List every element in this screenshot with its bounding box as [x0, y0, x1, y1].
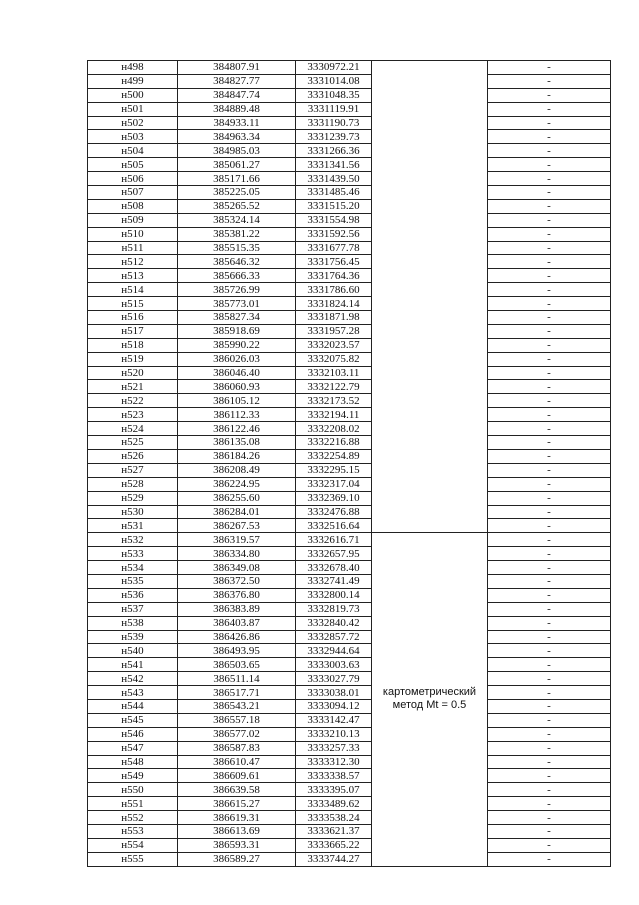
x-coordinate-cell: 385990.22	[178, 338, 296, 352]
table-row	[88, 602, 611, 616]
point-id-cell: н521	[88, 380, 178, 394]
note-cell: -	[488, 630, 611, 644]
x-coordinate-cell: 384889.48	[178, 102, 296, 116]
point-id-cell: н531	[88, 519, 178, 533]
y-coordinate-cell: 3332819.73	[296, 602, 372, 616]
x-coordinate-cell: 385918.69	[178, 324, 296, 338]
note-cell: -	[488, 505, 611, 519]
y-coordinate-cell: 3333257.33	[296, 741, 372, 755]
table-row	[88, 699, 611, 713]
point-id-cell: н553	[88, 824, 178, 838]
y-coordinate-cell: 3332254.89	[296, 449, 372, 463]
y-coordinate-cell: 3333489.62	[296, 797, 372, 811]
note-cell: -	[488, 408, 611, 422]
x-coordinate-cell: 384963.34	[178, 130, 296, 144]
x-coordinate-cell: 386060.93	[178, 380, 296, 394]
point-id-cell: н524	[88, 422, 178, 436]
table-row	[88, 727, 611, 741]
note-cell: -	[488, 172, 611, 186]
y-coordinate-cell: 3332476.88	[296, 505, 372, 519]
table-row	[88, 408, 611, 422]
point-id-cell: н526	[88, 449, 178, 463]
point-id-cell: н503	[88, 130, 178, 144]
table-row	[88, 519, 611, 533]
point-id-cell: н511	[88, 241, 178, 255]
coordinates-table-body	[88, 61, 611, 867]
x-coordinate-cell: 384827.77	[178, 74, 296, 88]
x-coordinate-cell: 386372.50	[178, 574, 296, 588]
y-coordinate-cell: 3333621.37	[296, 824, 372, 838]
y-coordinate-cell: 3331439.50	[296, 172, 372, 186]
x-coordinate-cell: 386613.69	[178, 824, 296, 838]
x-coordinate-cell: 385827.34	[178, 311, 296, 325]
note-cell: -	[488, 686, 611, 700]
table-row	[88, 311, 611, 325]
note-cell: -	[488, 297, 611, 311]
point-id-cell: н534	[88, 561, 178, 575]
point-id-cell: н540	[88, 644, 178, 658]
note-cell: -	[488, 713, 611, 727]
y-coordinate-cell: 3331554.98	[296, 213, 372, 227]
point-id-cell: н500	[88, 88, 178, 102]
y-coordinate-cell: 3332317.04	[296, 477, 372, 491]
x-coordinate-cell: 386589.27	[178, 852, 296, 866]
table-row	[88, 102, 611, 116]
table-row	[88, 574, 611, 588]
y-coordinate-cell: 3331515.20	[296, 199, 372, 213]
y-coordinate-cell: 3332840.42	[296, 616, 372, 630]
y-coordinate-cell: 3333027.79	[296, 672, 372, 686]
x-coordinate-cell: 384807.91	[178, 61, 296, 75]
note-cell: -	[488, 547, 611, 561]
x-coordinate-cell: 386284.01	[178, 505, 296, 519]
point-id-cell: н505	[88, 158, 178, 172]
point-id-cell: н543	[88, 686, 178, 700]
coordinates-table	[87, 60, 611, 867]
table-row	[88, 380, 611, 394]
x-coordinate-cell: 386026.03	[178, 352, 296, 366]
x-coordinate-cell: 385171.66	[178, 172, 296, 186]
table-row	[88, 797, 611, 811]
x-coordinate-cell: 386557.18	[178, 713, 296, 727]
y-coordinate-cell: 3332800.14	[296, 588, 372, 602]
table-row	[88, 199, 611, 213]
point-id-cell: н535	[88, 574, 178, 588]
y-coordinate-cell: 3332208.02	[296, 422, 372, 436]
table-row	[88, 130, 611, 144]
x-coordinate-cell: 384847.74	[178, 88, 296, 102]
x-coordinate-cell: 385515.35	[178, 241, 296, 255]
table-row	[88, 824, 611, 838]
y-coordinate-cell: 3331190.73	[296, 116, 372, 130]
y-coordinate-cell: 3332678.40	[296, 561, 372, 575]
note-cell: -	[488, 727, 611, 741]
note-cell: -	[488, 352, 611, 366]
note-cell: -	[488, 102, 611, 116]
note-cell: -	[488, 324, 611, 338]
point-id-cell: н544	[88, 699, 178, 713]
x-coordinate-cell: 386046.40	[178, 366, 296, 380]
note-cell: -	[488, 269, 611, 283]
x-coordinate-cell: 386609.61	[178, 769, 296, 783]
table-row	[88, 116, 611, 130]
y-coordinate-cell: 3332741.49	[296, 574, 372, 588]
y-coordinate-cell: 3333395.07	[296, 783, 372, 797]
table-row	[88, 269, 611, 283]
table-row	[88, 213, 611, 227]
table-row	[88, 394, 611, 408]
point-id-cell: н513	[88, 269, 178, 283]
point-id-cell: н507	[88, 186, 178, 200]
x-coordinate-cell: 385225.05	[178, 186, 296, 200]
point-id-cell: н541	[88, 658, 178, 672]
note-cell: -	[488, 227, 611, 241]
y-coordinate-cell: 3332944.64	[296, 644, 372, 658]
note-cell: -	[488, 436, 611, 450]
point-id-cell: н555	[88, 852, 178, 866]
x-coordinate-cell: 386610.47	[178, 755, 296, 769]
note-cell: -	[488, 74, 611, 88]
x-coordinate-cell: 385666.33	[178, 269, 296, 283]
x-coordinate-cell: 385773.01	[178, 297, 296, 311]
table-row	[88, 838, 611, 852]
y-coordinate-cell: 3331764.36	[296, 269, 372, 283]
x-coordinate-cell: 386639.58	[178, 783, 296, 797]
table-row	[88, 324, 611, 338]
y-coordinate-cell: 3330972.21	[296, 61, 372, 75]
table-row	[88, 658, 611, 672]
point-id-cell: н515	[88, 297, 178, 311]
y-coordinate-cell: 3332173.52	[296, 394, 372, 408]
note-cell: -	[488, 741, 611, 755]
point-id-cell: н520	[88, 366, 178, 380]
point-id-cell: н529	[88, 491, 178, 505]
table-row	[88, 88, 611, 102]
x-coordinate-cell: 385726.99	[178, 283, 296, 297]
x-coordinate-cell: 386577.02	[178, 727, 296, 741]
table-row	[88, 61, 611, 75]
y-coordinate-cell: 3332122.79	[296, 380, 372, 394]
table-row	[88, 74, 611, 88]
table-row	[88, 172, 611, 186]
note-cell: -	[488, 699, 611, 713]
y-coordinate-cell: 3331485.46	[296, 186, 372, 200]
note-cell: -	[488, 394, 611, 408]
point-id-cell: н519	[88, 352, 178, 366]
note-cell: -	[488, 852, 611, 866]
x-coordinate-cell: 386376.80	[178, 588, 296, 602]
x-coordinate-cell: 386511.14	[178, 672, 296, 686]
table-row	[88, 616, 611, 630]
point-id-cell: н506	[88, 172, 178, 186]
note-cell: -	[488, 574, 611, 588]
point-id-cell: н523	[88, 408, 178, 422]
note-cell: -	[488, 797, 611, 811]
point-id-cell: н517	[88, 324, 178, 338]
y-coordinate-cell: 3332216.88	[296, 436, 372, 450]
point-id-cell: н548	[88, 755, 178, 769]
y-coordinate-cell: 3333142.47	[296, 713, 372, 727]
table-row	[88, 255, 611, 269]
note-cell: -	[488, 783, 611, 797]
x-coordinate-cell: 386255.60	[178, 491, 296, 505]
note-cell: -	[488, 380, 611, 394]
x-coordinate-cell: 386112.33	[178, 408, 296, 422]
y-coordinate-cell: 3332857.72	[296, 630, 372, 644]
x-coordinate-cell: 386593.31	[178, 838, 296, 852]
x-coordinate-cell: 386517.71	[178, 686, 296, 700]
point-id-cell: н547	[88, 741, 178, 755]
y-coordinate-cell: 3331824.14	[296, 297, 372, 311]
x-coordinate-cell: 386503.65	[178, 658, 296, 672]
note-cell: -	[488, 811, 611, 825]
x-coordinate-cell: 386105.12	[178, 394, 296, 408]
note-cell: -	[488, 824, 611, 838]
x-coordinate-cell: 386587.83	[178, 741, 296, 755]
point-id-cell: н530	[88, 505, 178, 519]
x-coordinate-cell: 386493.95	[178, 644, 296, 658]
table-row	[88, 366, 611, 380]
point-id-cell: н537	[88, 602, 178, 616]
y-coordinate-cell: 3331677.78	[296, 241, 372, 255]
note-cell: -	[488, 755, 611, 769]
note-cell: -	[488, 144, 611, 158]
note-cell: -	[488, 130, 611, 144]
y-coordinate-cell: 3333094.12	[296, 699, 372, 713]
point-id-cell: н504	[88, 144, 178, 158]
y-coordinate-cell: 3331014.08	[296, 74, 372, 88]
note-cell: -	[488, 519, 611, 533]
table-row	[88, 672, 611, 686]
point-id-cell: н516	[88, 311, 178, 325]
note-cell: -	[488, 491, 611, 505]
y-coordinate-cell: 3333338.57	[296, 769, 372, 783]
method-cell-group-1	[372, 61, 488, 533]
table-row	[88, 297, 611, 311]
point-id-cell: н549	[88, 769, 178, 783]
x-coordinate-cell: 386122.46	[178, 422, 296, 436]
table-row	[88, 769, 611, 783]
note-cell: -	[488, 422, 611, 436]
point-id-cell: н552	[88, 811, 178, 825]
point-id-cell: н554	[88, 838, 178, 852]
y-coordinate-cell: 3332023.57	[296, 338, 372, 352]
y-coordinate-cell: 3332657.95	[296, 547, 372, 561]
note-cell: -	[488, 255, 611, 269]
note-cell: -	[488, 616, 611, 630]
point-id-cell: н546	[88, 727, 178, 741]
x-coordinate-cell: 386135.08	[178, 436, 296, 450]
x-coordinate-cell: 386383.89	[178, 602, 296, 616]
note-cell: -	[488, 658, 611, 672]
note-cell: -	[488, 283, 611, 297]
table-row	[88, 741, 611, 755]
y-coordinate-cell: 3332075.82	[296, 352, 372, 366]
table-row	[88, 755, 611, 769]
y-coordinate-cell: 3331119.91	[296, 102, 372, 116]
note-cell: -	[488, 838, 611, 852]
point-id-cell: н533	[88, 547, 178, 561]
x-coordinate-cell: 386319.57	[178, 533, 296, 547]
x-coordinate-cell: 386267.53	[178, 519, 296, 533]
point-id-cell: н498	[88, 61, 178, 75]
point-id-cell: н514	[88, 283, 178, 297]
point-id-cell: н509	[88, 213, 178, 227]
note-cell: -	[488, 213, 611, 227]
y-coordinate-cell: 3333038.01	[296, 686, 372, 700]
point-id-cell: н532	[88, 533, 178, 547]
table-row	[88, 241, 611, 255]
point-id-cell: н499	[88, 74, 178, 88]
point-id-cell: н528	[88, 477, 178, 491]
note-cell: -	[488, 477, 611, 491]
y-coordinate-cell: 3333744.27	[296, 852, 372, 866]
point-id-cell: н502	[88, 116, 178, 130]
table-row	[88, 283, 611, 297]
table-row	[88, 186, 611, 200]
x-coordinate-cell: 385646.32	[178, 255, 296, 269]
y-coordinate-cell: 3333538.24	[296, 811, 372, 825]
table-row	[88, 783, 611, 797]
note-cell: -	[488, 199, 611, 213]
point-id-cell: н538	[88, 616, 178, 630]
y-coordinate-cell: 3331756.45	[296, 255, 372, 269]
table-row	[88, 491, 611, 505]
note-cell: -	[488, 186, 611, 200]
x-coordinate-cell: 385061.27	[178, 158, 296, 172]
table-row	[88, 436, 611, 450]
note-cell: -	[488, 533, 611, 547]
note-cell: -	[488, 769, 611, 783]
table-row	[88, 713, 611, 727]
note-cell: -	[488, 449, 611, 463]
point-id-cell: н510	[88, 227, 178, 241]
table-row	[88, 561, 611, 575]
y-coordinate-cell: 3332369.10	[296, 491, 372, 505]
table-row	[88, 588, 611, 602]
y-coordinate-cell: 3333312.30	[296, 755, 372, 769]
point-id-cell: н539	[88, 630, 178, 644]
table-row	[88, 811, 611, 825]
x-coordinate-cell: 386543.21	[178, 699, 296, 713]
x-coordinate-cell: 385265.52	[178, 199, 296, 213]
y-coordinate-cell: 3332194.11	[296, 408, 372, 422]
point-id-cell: н512	[88, 255, 178, 269]
note-cell: -	[488, 338, 611, 352]
y-coordinate-cell: 3331871.98	[296, 311, 372, 325]
note-cell: -	[488, 311, 611, 325]
y-coordinate-cell: 3331341.56	[296, 158, 372, 172]
point-id-cell: н542	[88, 672, 178, 686]
x-coordinate-cell: 386349.08	[178, 561, 296, 575]
note-cell: -	[488, 588, 611, 602]
note-cell: -	[488, 241, 611, 255]
x-coordinate-cell: 385381.22	[178, 227, 296, 241]
x-coordinate-cell: 386615.27	[178, 797, 296, 811]
note-cell: -	[488, 463, 611, 477]
table-row	[88, 227, 611, 241]
y-coordinate-cell: 3331957.28	[296, 324, 372, 338]
note-cell: -	[488, 644, 611, 658]
point-id-cell: н522	[88, 394, 178, 408]
note-cell: -	[488, 158, 611, 172]
table-row	[88, 644, 611, 658]
table-row	[88, 338, 611, 352]
note-cell: -	[488, 602, 611, 616]
note-cell: -	[488, 61, 611, 75]
table-row	[88, 449, 611, 463]
x-coordinate-cell: 386208.49	[178, 463, 296, 477]
method-cell-group-2: картометрический метод Mt = 0.5	[372, 533, 488, 866]
table-row	[88, 533, 611, 547]
table-row	[88, 505, 611, 519]
x-coordinate-cell: 386403.87	[178, 616, 296, 630]
y-coordinate-cell: 3331239.73	[296, 130, 372, 144]
y-coordinate-cell: 3332616.71	[296, 533, 372, 547]
x-coordinate-cell: 384985.03	[178, 144, 296, 158]
x-coordinate-cell: 385324.14	[178, 213, 296, 227]
table-row	[88, 630, 611, 644]
table-row	[88, 547, 611, 561]
note-cell: -	[488, 366, 611, 380]
note-cell: -	[488, 561, 611, 575]
y-coordinate-cell: 3332295.15	[296, 463, 372, 477]
x-coordinate-cell: 386184.26	[178, 449, 296, 463]
x-coordinate-cell: 386426.86	[178, 630, 296, 644]
x-coordinate-cell: 386334.80	[178, 547, 296, 561]
table-row	[88, 422, 611, 436]
y-coordinate-cell: 3332103.11	[296, 366, 372, 380]
table-row	[88, 144, 611, 158]
y-coordinate-cell: 3332516.64	[296, 519, 372, 533]
point-id-cell: н501	[88, 102, 178, 116]
note-cell: -	[488, 116, 611, 130]
table-row	[88, 852, 611, 866]
point-id-cell: н551	[88, 797, 178, 811]
note-cell: -	[488, 88, 611, 102]
y-coordinate-cell: 3333665.22	[296, 838, 372, 852]
x-coordinate-cell: 384933.11	[178, 116, 296, 130]
x-coordinate-cell: 386224.95	[178, 477, 296, 491]
table-row	[88, 463, 611, 477]
table-row	[88, 686, 611, 700]
point-id-cell: н518	[88, 338, 178, 352]
y-coordinate-cell: 3331266.36	[296, 144, 372, 158]
y-coordinate-cell: 3331592.56	[296, 227, 372, 241]
point-id-cell: н508	[88, 199, 178, 213]
point-id-cell: н527	[88, 463, 178, 477]
y-coordinate-cell: 3331786.60	[296, 283, 372, 297]
table-row	[88, 477, 611, 491]
x-coordinate-cell: 386619.31	[178, 811, 296, 825]
y-coordinate-cell: 3333210.13	[296, 727, 372, 741]
point-id-cell: н550	[88, 783, 178, 797]
table-row	[88, 158, 611, 172]
y-coordinate-cell: 3331048.35	[296, 88, 372, 102]
point-id-cell: н525	[88, 436, 178, 450]
point-id-cell: н536	[88, 588, 178, 602]
point-id-cell: н545	[88, 713, 178, 727]
note-cell: -	[488, 672, 611, 686]
table-row	[88, 352, 611, 366]
y-coordinate-cell: 3333003.63	[296, 658, 372, 672]
